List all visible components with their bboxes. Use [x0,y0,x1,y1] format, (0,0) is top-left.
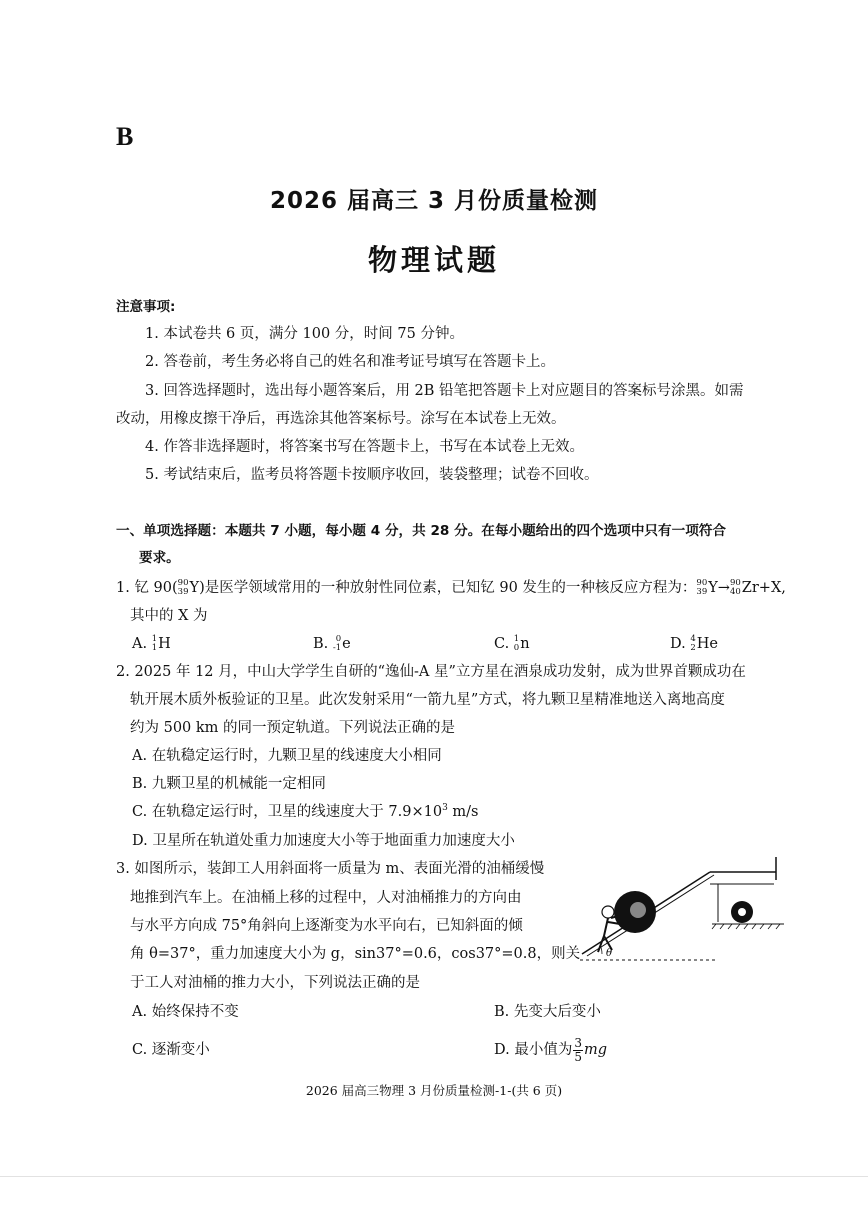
q1-element-y2: Y→ [708,580,730,596]
notice-item: 改动，用橡皮擦干净后，再选涂其他答案标号。涂写在本试卷上无效。 [116,411,566,427]
question-1-stem-cont: 其中的 X 为 [130,608,208,624]
q3-option-a: A. 始终保持不变 [132,1004,239,1020]
theta-label: θ [606,948,613,959]
q2-option-c: C. 在轨稳定运行时，卫星的线速度大于 $7.9\times 10^3$ m/s [132,803,479,820]
question-3-stem: 3. 如图所示，装卸工人用斜面将一质量为 m、表面光滑的油桶缓慢 [116,861,545,877]
q3-option-c: C. 逐渐变小 [132,1042,210,1058]
notice-item: 3. 回答选择题时，选出每小题答案后，用 2B 铅笔把答题卡上对应题目的答案标号涂黑。如需 [145,383,744,399]
q3-option-d: D. 最小值为 $\frac{3}{5}$ mg [494,1035,608,1064]
q1-element-y: Y [189,580,200,596]
q1-text-mid: )是医学领域常用的一种放射性同位素，已知钇 90 发生的一种核反应方程为： [199,580,697,596]
q2-option-d: D. 卫星所在轨道处重力加速度大小等于地面重力加速度大小 [132,833,515,849]
subject-title: 物理试题 [367,243,500,277]
section-heading-cont: 要求。 [139,550,180,566]
question-2-stem-cont: 约为 500 km 的同一预定轨道。下列说法正确的是 [130,720,456,736]
q2-option-a: A. 在轨稳定运行时，九颗卫星的线速度大小相同 [132,748,442,764]
fraction: $\frac{3}{5}$ [574,1035,582,1064]
worker-head [602,906,614,918]
question-3-stem-cont: 与水平方向成 75°角斜向上逐渐变为水平向右，已知斜面的倾 [130,918,523,934]
q1-isotope-y: 90 39 [177,578,189,597]
paper-version-label: B [116,122,134,151]
q1-option-b: B. 0 -1 e [313,634,351,653]
q2-option-b: B. 九颗卫星的机械能一定相同 [132,776,326,792]
incline-figure [578,852,788,970]
q1-element-zr: Zr+X, [741,580,786,596]
q1-isotope-y2: 90 39 [696,578,708,597]
question-3-stem-cont: 于工人对油桶的推力大小，下列说法正确的是 [130,975,420,991]
question-2-stem-cont: 轨开展木质外板验证的卫星。此次发射采用“一箭九星”方式，将九颗卫星精准地送入离地高度 [130,692,725,708]
question-2-stem: 2. 2025 年 12 月，中山大学学生自研的“逸仙-A 星”立方星在酒泉成功发射，成为世界首颗成功在 [116,664,746,680]
notice-item: 2. 答卷前，考生务必将自己的姓名和准考证号填写在答题卡上。 [145,354,555,370]
notice-item: 4. 作答非选择题时，将答案书写在答题卡上，书写在本试卷上无效。 [145,439,584,455]
q3-option-b: B. 先变大后变小 [494,1004,601,1020]
q1-option-a: A. 1 1 H [132,634,171,653]
notice-item: 1. 本试卷共 6 页，满分 100 分，时间 75 分钟。 [145,326,464,342]
q1-option-d: D. 4 2 He [670,634,718,653]
notice-item: 5. 考试结束后，监考员将答题卡按顺序收回，装袋整理；试卷不回收。 [145,467,599,483]
page-footer: 2026 届高三物理 3 月份质量检测-1-(共 6 页) [305,1083,563,1098]
truck-ground-hatch [712,924,780,929]
q1-isotope-zr: 90 40 [729,578,741,597]
question-3-stem-cont: 地推到汽车上。在油桶上移的过程中，人对油桶推力的方向由 [130,890,522,906]
question-1-stem [116,578,786,598]
q1-text-pre: 1. 钇 90( [116,580,178,596]
bottom-rule [0,1176,868,1177]
section-heading: 一、单项选择题：本题共 7 小题，每小题 4 分，共 28 分。在每小题给出的四个选项中只有一项符合 [116,523,726,539]
question-3-stem-cont: 角 θ=37°，重力加速度大小为 g，sin37°=0.6，cos37°=0.8，则关 [130,946,581,962]
notice-heading: 注意事项: [116,299,176,315]
oil-drum-highlight [630,902,646,918]
truck-wheel-hub [738,908,746,916]
exam-title: 2026 届高三 3 月份质量检测 [269,188,599,214]
q1-option-c: C. 1 0 n [494,634,530,653]
